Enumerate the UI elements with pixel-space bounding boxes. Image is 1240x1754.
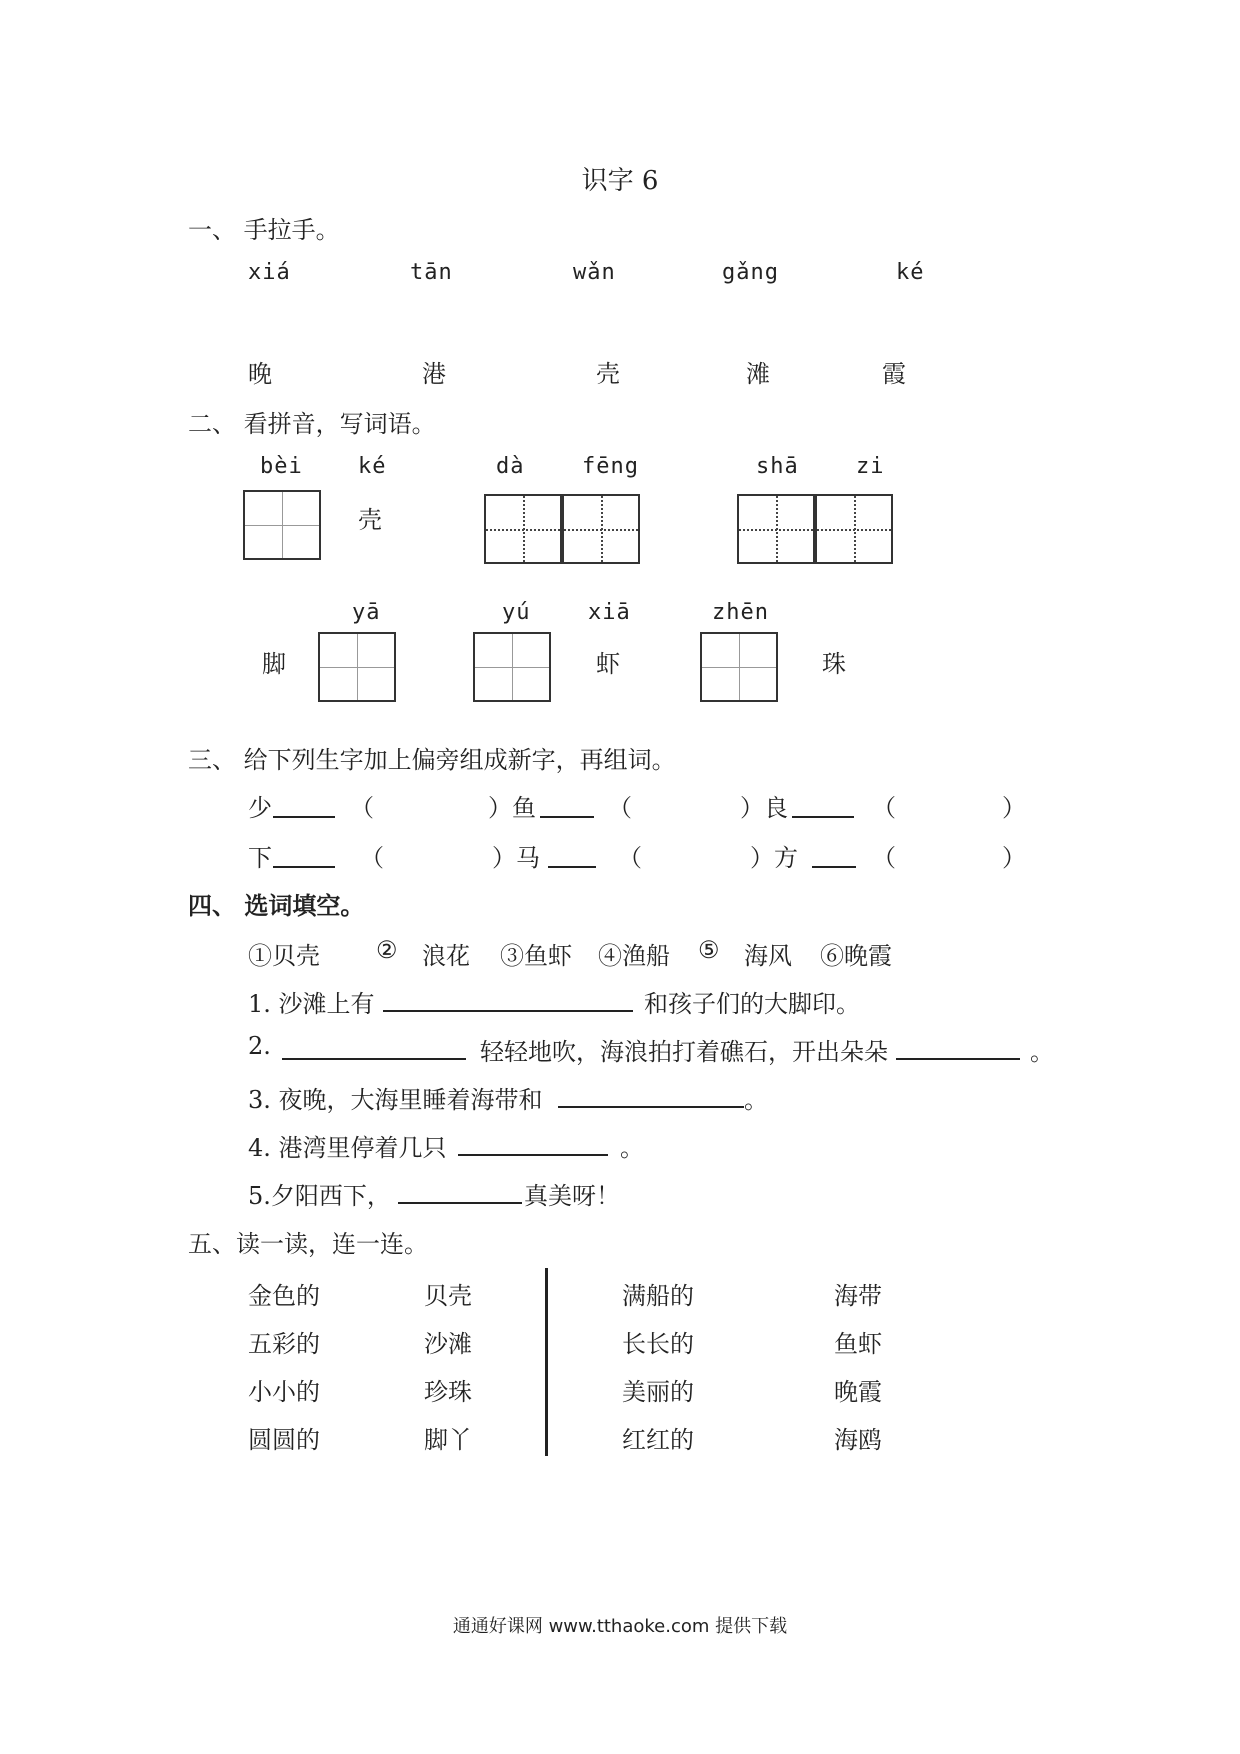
question-3-text: 。 [744,1086,768,1114]
paren-close: ） [1002,794,1026,822]
pinyin-item: zi [856,454,885,479]
writing-box[interactable] [243,490,321,560]
word-option: ④渔船 [598,942,670,970]
question-4-text: 。 [620,1134,644,1162]
writing-box[interactable] [815,494,893,564]
answer-blank[interactable] [273,842,335,868]
word-option: 浪花 [422,942,470,970]
radical-char: 下 [248,844,272,872]
question-2-text: 2. [248,1032,271,1060]
pinyin-item: ké [358,454,387,479]
radical-char: ）鱼 [488,794,536,822]
answer-blank[interactable] [812,842,856,868]
section-4-heading: 四、 选词填空。 [188,891,365,920]
paren-open: （ [360,844,384,872]
answer-blank[interactable] [548,842,596,868]
match-noun[interactable]: 珍珠 [424,1378,472,1406]
writing-box[interactable] [484,494,562,564]
section-3-heading: 三、 给下列生字加上偏旁组成新字，再组词。 [188,746,676,774]
paren-open: （ [350,794,374,822]
match-adjective[interactable]: 满船的 [622,1282,694,1310]
writing-box[interactable] [562,494,640,564]
page-title: 识字 6 [581,166,659,196]
question-2-text: 轻轻地吹，海浪拍打着礁石，开出朵朵 [480,1038,888,1066]
pinyin-item: wǎn [573,260,616,285]
char-item: 壳 [596,360,620,388]
char-item: 晚 [248,360,272,388]
word-option: ② [376,936,398,964]
answer-blank[interactable] [282,1034,466,1060]
match-noun[interactable]: 鱼虾 [834,1330,882,1358]
match-noun[interactable]: 海带 [834,1282,882,1310]
pinyin-item: gǎng [722,260,779,285]
word-option: 海风 [744,942,792,970]
pinyin-item: tān [410,260,453,285]
pinyin-item: ké [896,260,925,285]
match-adjective[interactable]: 圆圆的 [248,1426,320,1454]
given-char: 虾 [596,650,620,678]
match-adjective[interactable]: 美丽的 [622,1378,694,1406]
word-option: ①贝壳 [248,942,320,970]
paren-open: （ [872,794,896,822]
pinyin-item: zhēn [712,600,769,625]
question-5-text: 真美呀！ [524,1182,620,1210]
match-adjective[interactable]: 长长的 [622,1330,694,1358]
word-option: ⑤ [698,936,720,964]
match-noun[interactable]: 贝壳 [424,1282,472,1310]
match-noun[interactable]: 晚霞 [834,1378,882,1406]
pinyin-item: yā [352,600,381,625]
pinyin-item: fēng [582,454,639,479]
match-adjective[interactable]: 金色的 [248,1282,320,1310]
pinyin-item: yú [502,600,531,625]
match-adjective[interactable]: 小小的 [248,1378,320,1406]
answer-blank[interactable] [558,1082,744,1108]
pinyin-item: shā [756,454,799,479]
section-5-heading: 五、读一读，连一连。 [188,1230,428,1258]
match-noun[interactable]: 海鸥 [834,1426,882,1454]
match-noun[interactable]: 沙滩 [424,1330,472,1358]
footer-source: 通通好课网 www.tthaoke.com 提供下载 [452,1616,788,1637]
match-adjective[interactable]: 红红的 [622,1426,694,1454]
radical-char: ）良 [740,794,788,822]
answer-blank[interactable] [398,1178,522,1204]
pinyin-item: bèi [260,454,303,479]
writing-box[interactable] [318,632,396,702]
char-item: 滩 [746,360,770,388]
answer-blank[interactable] [896,1034,1020,1060]
paren-open: （ [872,844,896,872]
given-char: 脚 [262,650,286,678]
question-3-text: 3. 夜晚，大海里睡着海带和 [248,1086,543,1114]
paren-open: （ [608,794,632,822]
question-4-text: 4. 港湾里停着几只 [248,1134,447,1162]
match-adjective[interactable]: 五彩的 [248,1330,320,1358]
section-2-heading: 二、 看拼音，写词语。 [188,410,436,438]
answer-blank[interactable] [273,792,335,818]
question-2-text: 。 [1030,1038,1054,1066]
radical-char: ）方 [750,844,798,872]
radical-char: ）马 [492,844,540,872]
paren-close: ） [1002,844,1026,872]
writing-box[interactable] [737,494,815,564]
answer-blank[interactable] [792,792,854,818]
answer-blank[interactable] [540,792,594,818]
answer-blank[interactable] [458,1130,608,1156]
answer-blank[interactable] [383,986,633,1012]
question-1-text: 和孩子们的大脚印。 [644,990,860,1018]
pinyin-item: xiā [588,600,631,625]
paren-open: （ [618,844,642,872]
divider-line [545,1268,548,1456]
radical-char: 少 [248,794,272,822]
writing-box[interactable] [700,632,778,702]
word-option: ⑥晚霞 [820,942,892,970]
writing-box[interactable] [473,632,551,702]
given-char: 壳 [358,506,382,534]
pinyin-item: xiá [248,260,291,285]
match-noun[interactable]: 脚丫 [424,1426,472,1454]
char-item: 港 [422,360,446,388]
question-1-text: 1. 沙滩上有 [248,990,375,1018]
word-option: ③鱼虾 [500,942,572,970]
char-item: 霞 [882,360,906,388]
section-1-heading: 一、 手拉手。 [188,216,340,244]
pinyin-item: dà [496,454,525,479]
question-5-text: 5.夕阳西下， [248,1182,391,1210]
given-char: 珠 [822,650,846,678]
